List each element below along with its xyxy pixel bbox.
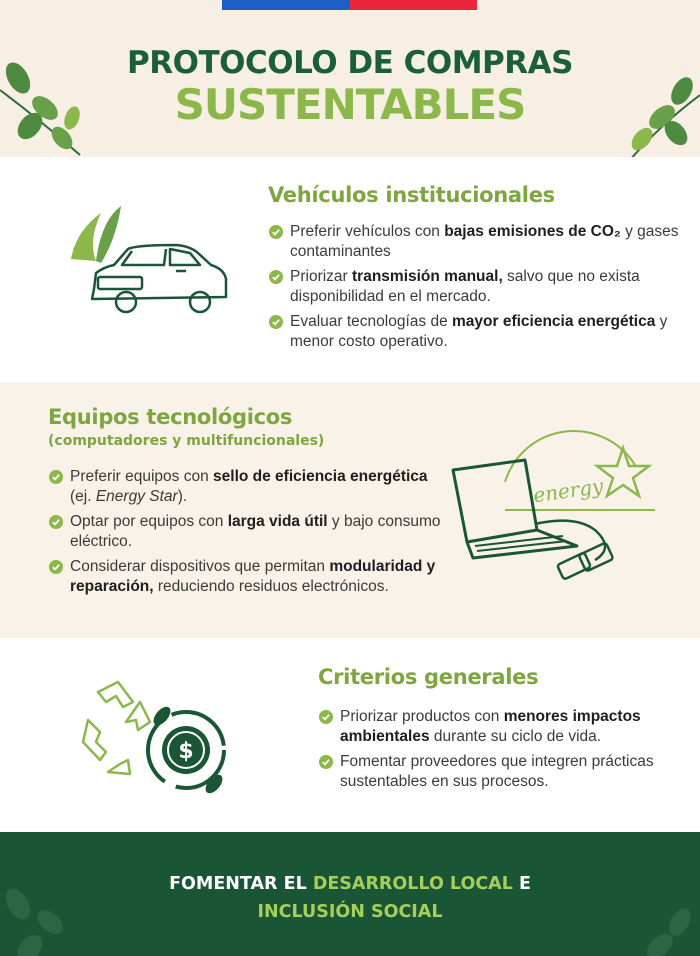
list-item xyxy=(319,707,679,747)
item-post: durante su ciclo de vida. xyxy=(429,728,602,745)
section-heading: Vehículos institucionales xyxy=(268,183,555,207)
item-post: y bajo consumo eléctrico. xyxy=(70,513,441,550)
item-bold: sello de eficiencia energética xyxy=(213,468,428,485)
vehiculos-list xyxy=(269,222,679,357)
item-pre: Priorizar xyxy=(290,268,353,285)
item-pre: Preferir vehículos con xyxy=(290,223,445,240)
check-circle-icon xyxy=(49,515,63,529)
footer-highlight-2: INCLUSIÓN SOCIAL xyxy=(257,902,443,922)
check-circle-icon xyxy=(269,315,283,329)
list-item xyxy=(269,222,679,262)
footer-part1: FOMENTAR EL xyxy=(169,874,313,894)
recycle-money-icon xyxy=(78,672,243,802)
item-bold: larga vida útil xyxy=(227,513,328,530)
item-bold: transmisión manual, xyxy=(352,268,503,285)
list-item xyxy=(269,312,679,352)
item-post: reduciendo residuos electrónicos. xyxy=(153,578,389,595)
check-circle-icon xyxy=(49,560,63,574)
energy-label: energy xyxy=(531,473,605,508)
equipos-list xyxy=(49,467,449,602)
item-pre: Evaluar tecnologías de xyxy=(290,313,452,330)
svg-text:$: $ xyxy=(178,739,194,764)
header xyxy=(0,0,700,157)
page-title: PROTOCOLO DE COMPRAS xyxy=(127,45,573,81)
section-heading: Criterios generales xyxy=(318,665,539,689)
criterios-list xyxy=(319,707,679,797)
page-subtitle: SUSTENTABLES xyxy=(174,80,526,129)
check-circle-icon xyxy=(269,225,283,239)
item-bold: modularidad y reparación, xyxy=(70,558,436,595)
footer-part2: E xyxy=(512,874,531,894)
item-pre: Preferir equipos con xyxy=(70,468,214,485)
flag-stripe xyxy=(222,0,477,10)
list-item xyxy=(49,557,449,597)
item-pre: Optar por equipos con xyxy=(70,513,228,530)
item-post: y gases contaminantes xyxy=(290,223,679,260)
item-pre: Considerar dispositivos que permitan xyxy=(70,558,330,575)
section-criterios xyxy=(0,638,700,832)
item-post: (ej. xyxy=(70,488,96,505)
footer-text xyxy=(0,870,700,926)
item-post: salvo que no exista disponibilidad en el mercado. xyxy=(290,268,640,305)
check-circle-icon xyxy=(319,755,333,769)
list-item xyxy=(49,467,449,507)
item-italic: Energy Star xyxy=(95,488,178,505)
section-equipos xyxy=(0,382,700,638)
list-item xyxy=(49,512,449,552)
list-item xyxy=(269,267,679,307)
car-icon xyxy=(66,201,231,326)
item-pre: Priorizar productos con xyxy=(340,708,504,725)
item-bold: menores impactos ambientales xyxy=(340,708,641,745)
footer-banner xyxy=(0,832,700,956)
item-post2: ). xyxy=(177,488,188,505)
laptop-energy-icon xyxy=(445,420,665,595)
item-post: y menor costo operativo. xyxy=(290,313,668,350)
section-subheading: (computadores y multifuncionales) xyxy=(48,433,325,449)
check-circle-icon xyxy=(319,710,333,724)
check-circle-icon xyxy=(269,270,283,284)
item-bold: mayor eficiencia energética xyxy=(452,313,656,330)
check-circle-icon xyxy=(49,470,63,484)
list-item xyxy=(319,752,679,792)
item-pre: Fomentar proveedores que integren prácticas sustentables en sus procesos. xyxy=(340,753,654,790)
footer-highlight-1: DESARROLLO LOCAL xyxy=(312,874,513,894)
section-heading: Equipos tecnológicos xyxy=(48,405,293,429)
section-vehiculos xyxy=(0,157,700,382)
item-bold: bajas emisiones de CO₂ xyxy=(444,223,621,240)
